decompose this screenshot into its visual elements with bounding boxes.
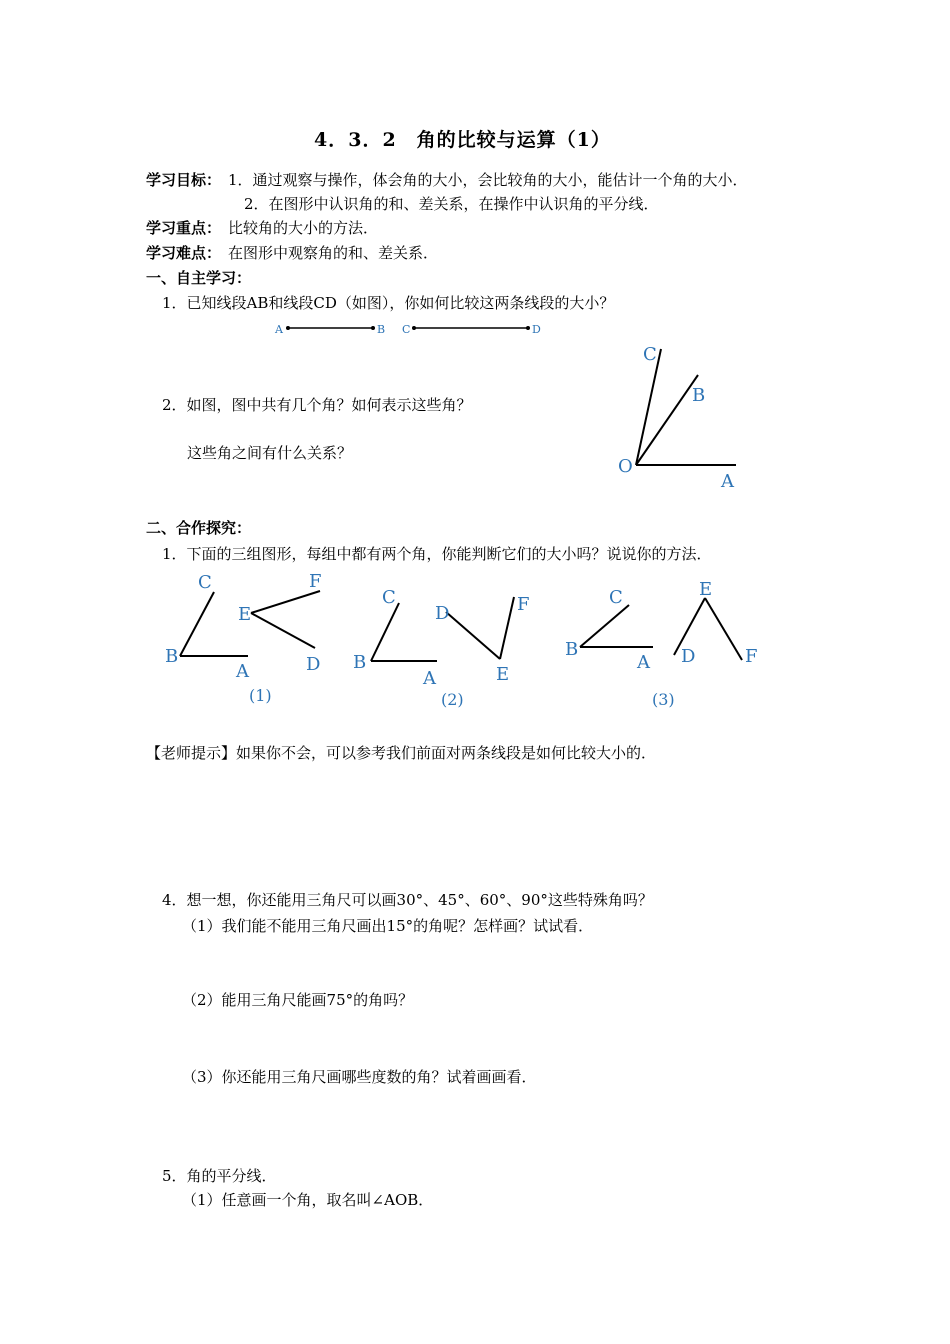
segment-figure [274,323,541,336]
teacher-hint: 【老师提示】如果你不会，可以参考我们前面对两条线段是如何比较大小的． [146,744,657,762]
label-a: A [275,323,283,336]
point-d-dot [526,326,530,330]
group1-label-b: B [165,646,179,667]
label-a2: A [721,471,734,492]
group3-ray-bc [580,605,629,647]
group3-label-d: D [681,646,696,667]
group3-label-a: A [637,652,650,673]
group2-ray-ed [446,612,500,659]
label-c: C [402,323,411,336]
group3-caption: (3) [652,690,675,709]
group2-caption: (2) [441,690,464,709]
group2-label-c: C [382,587,396,608]
angle-group-1 [165,571,322,705]
group2-ray-bc [371,603,399,661]
group1-label-f: F [309,571,322,592]
group2-label-e: E [496,664,510,685]
question-4: 4．想一想，你还能用三角尺可以画30°、45°、60°、90°这些特殊角吗？ [162,891,653,909]
group3-label-b: B [565,639,579,660]
question-1: 1．已知线段AB和线段CD（如图），你如何比较这两条线段的大小？ [162,294,615,312]
group2-ray-ef [500,597,514,659]
question-5-part-1: （1）任意画一个角，取名叫∠AOB． [182,1191,434,1209]
group3-label-e: E [699,579,713,600]
group2-label-f: F [517,594,530,615]
group1-ray-ed [251,613,315,648]
group3-label-c: C [609,587,623,608]
label-d: D [532,323,541,336]
group1-caption: (1) [249,686,272,705]
group1-label-e: E [238,604,252,625]
point-c-dot [412,326,416,330]
section-2-heading: 二、合作探究： [146,519,252,537]
group3-ray-ef [705,598,742,660]
question-2-followup: 这些角之间有什么关系？ [187,444,353,462]
point-b-dot [371,326,375,330]
label-o: O [618,456,633,477]
difficulty-label: 学习难点： [146,244,222,262]
group1-label-a: A [236,661,249,682]
question-5: 5．角的平分线． [162,1167,277,1185]
group1-label-d: D [306,654,321,675]
question-4-part-2: （2）能用三角尺能画75°的角吗？ [182,991,414,1009]
label-b2: B [692,385,706,406]
group2-label-b: B [353,652,367,673]
page-title: 4．3．2 角的比较与运算（1） [314,129,611,151]
group1-label-c: C [198,572,212,593]
point-a-dot [286,326,290,330]
goal-1: 1．通过观察与操作，体会角的大小，会比较角的大小，能估计一个角的大小． [228,171,748,189]
angle-group-3 [565,579,758,709]
group1-ray-ef [251,591,320,613]
goals-label: 学习目标： [146,171,222,189]
angle-aob-figure [618,344,736,492]
difficulty-text: 在图形中观察角的和、差关系． [228,244,439,262]
label-c2: C [643,344,657,365]
goal-2: 2．在图形中认识角的和、差关系，在操作中认识角的平分线． [244,195,659,213]
key-text: 比较角的大小的方法． [228,219,379,237]
question-3: 1．下面的三组图形，每组中都有两个角，你能判断它们的大小吗？说说你的方法． [162,545,712,563]
key-label: 学习重点： [146,219,222,237]
group1-ray-bc [180,592,214,656]
angle-group-2 [353,587,530,709]
group2-label-a: A [423,668,436,689]
question-2: 2．如图，图中共有几个角？如何表示这些角？ [162,396,472,414]
group3-label-f: F [745,646,758,667]
section-1-heading: 一、自主学习： [146,269,252,287]
question-4-part-3: （3）你还能用三角尺画哪些度数的角？试着画画看． [182,1068,537,1086]
question-4-part-1: （1）我们能不能用三角尺画出15°的角呢？怎样画？试试看． [182,917,594,935]
label-b: B [377,323,386,336]
group2-label-d: D [435,603,450,624]
